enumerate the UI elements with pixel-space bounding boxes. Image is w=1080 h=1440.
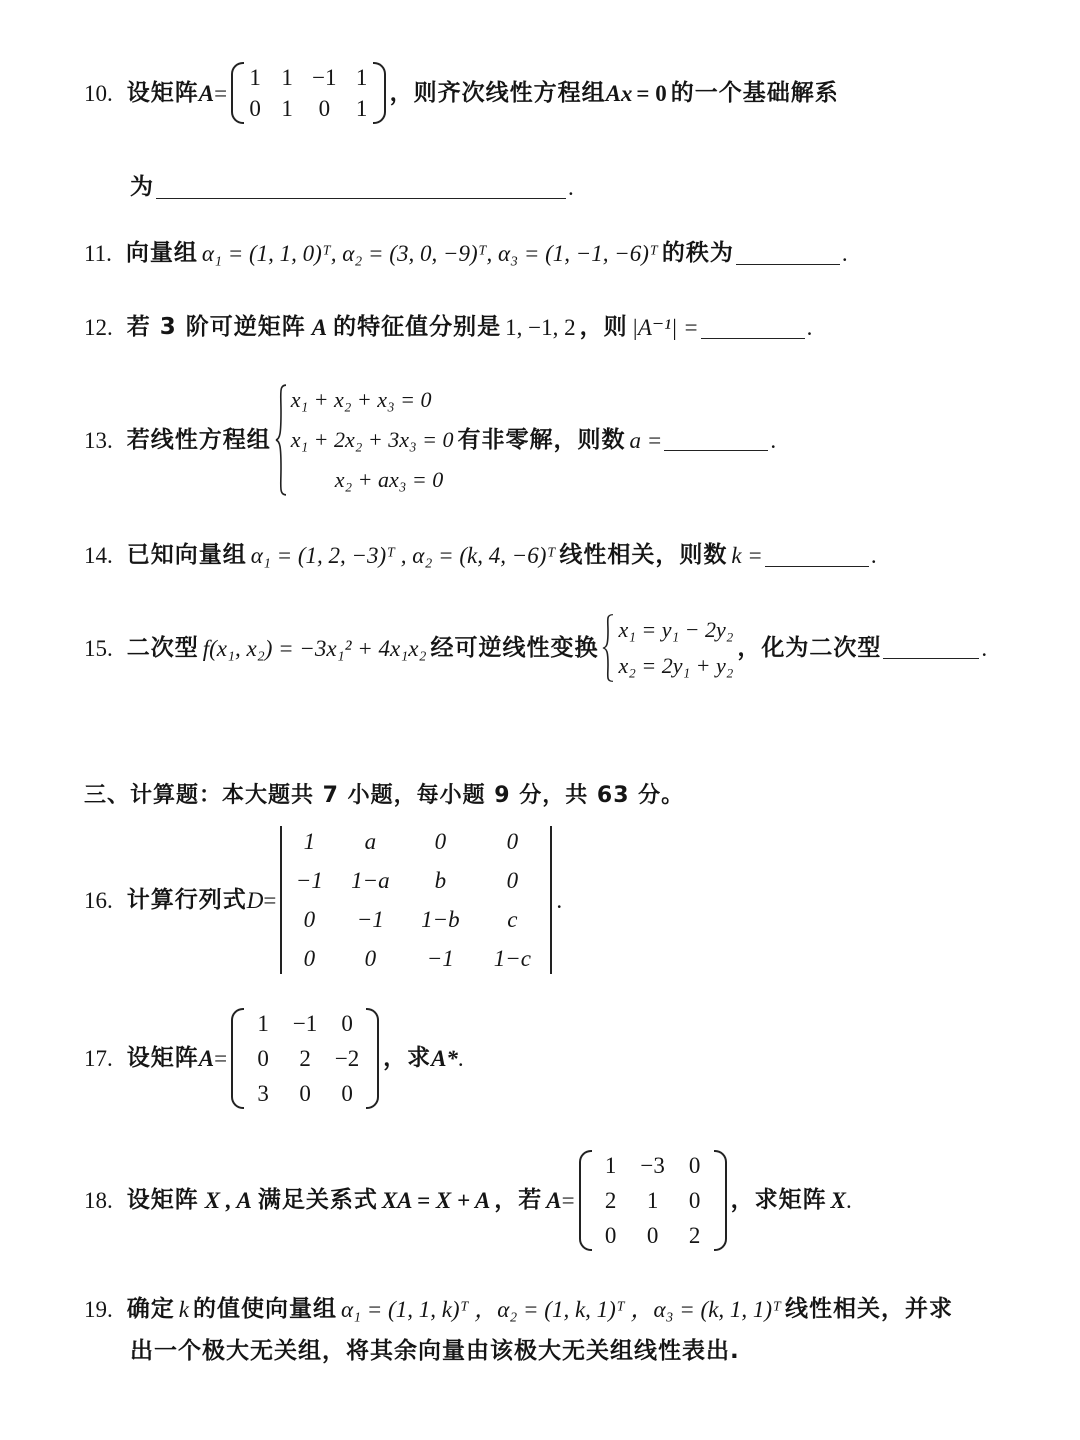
period: .: [841, 241, 848, 266]
period: .: [457, 1046, 464, 1071]
left-brace-icon: [275, 384, 287, 496]
period: .: [568, 175, 574, 200]
question-text: ，则: [579, 314, 628, 340]
question-18: [84, 1150, 852, 1251]
eigenvalues: 1, −1, 2: [505, 315, 576, 340]
equals-sign: =: [214, 1046, 228, 1071]
question-number: 17.: [84, 1046, 113, 1071]
matrix-cell: 1−c: [493, 946, 531, 971]
equation-line: x₁ + x₂ + x₃ = 0: [290, 387, 432, 412]
right-paren: [366, 1008, 379, 1109]
period: .: [981, 635, 988, 661]
question-text: 经可逆线性变换: [430, 634, 599, 661]
question-text: 确定: [126, 1296, 175, 1322]
matrix-A: [231, 1008, 379, 1109]
equation: Ax: [605, 80, 633, 106]
question-text: 设矩阵: [126, 1187, 199, 1213]
question-number: 13.: [84, 427, 113, 453]
right-paren: [373, 62, 386, 124]
question-text: 的秩为: [661, 240, 734, 266]
question-text: ，求矩阵: [730, 1187, 827, 1213]
matrix-cell: 0: [303, 907, 316, 932]
matrix-cell: −1: [292, 1011, 318, 1036]
question-10-line2: [130, 176, 574, 199]
equation-system: [275, 384, 454, 496]
matrix-cell: −3: [640, 1153, 665, 1178]
matrix-cell: 1: [646, 1188, 659, 1213]
matrix-cell: −1: [426, 946, 454, 971]
question-text: 设矩阵: [126, 79, 199, 106]
question-text: ，化为二次型: [737, 634, 882, 661]
matrix-cell: 1−b: [421, 907, 460, 932]
matrix-cell: c: [507, 907, 518, 932]
equals-sign: =: [561, 1188, 575, 1213]
question-text: 有非零解，则数: [457, 426, 626, 453]
matrix-cell: −1: [295, 868, 323, 893]
question-10: [84, 62, 839, 124]
matrix-cell: 2: [604, 1188, 617, 1213]
period: .: [845, 1188, 852, 1213]
matrix-cell: 0: [299, 1081, 311, 1106]
question-text: 二次型: [126, 634, 199, 661]
question-text: 若线性方程组: [126, 426, 271, 453]
relation: XA = X + A: [381, 1188, 491, 1213]
matrix-cell: 3: [257, 1081, 269, 1106]
matrix-cell: 1: [355, 65, 368, 90]
matrix-cell: 2: [299, 1046, 311, 1071]
question-text: 满足关系式: [257, 1187, 378, 1213]
question-number: 10.: [84, 80, 113, 106]
matrix-cell: 1−a: [351, 868, 390, 893]
question-number: 18.: [84, 1188, 113, 1213]
left-brace-icon: [602, 614, 614, 682]
section-heading: 三、计算题：本大题共 7 小题，每小题 9 分，共 63 分。: [84, 783, 685, 808]
answer-blank[interactable]: [736, 263, 840, 265]
question-text: ，则齐次线性方程组: [389, 79, 606, 106]
question-text: 的一个基础解系: [670, 79, 839, 106]
matrix-cell: 0: [506, 829, 519, 854]
left-bar: [280, 826, 282, 974]
question-17: [84, 1008, 464, 1109]
equals-sign: =: [263, 887, 277, 913]
question-number: 15.: [84, 635, 113, 661]
question-text: 计算行列式: [126, 886, 247, 913]
matrix-cell: −2: [334, 1046, 360, 1071]
left-paren: [231, 62, 244, 124]
question-text: 线性相关，则数: [559, 542, 728, 568]
matrix-cell: 1: [281, 65, 293, 90]
question-19: [84, 1298, 953, 1321]
matrix-cell: 0: [688, 1153, 701, 1178]
question-text: 已知向量组: [126, 542, 247, 568]
variable: k =: [731, 543, 763, 568]
question-13: [84, 384, 776, 496]
question-12: [84, 316, 812, 339]
matrix-cell: 1: [257, 1011, 269, 1036]
question-text: 线性相关，并求: [784, 1296, 953, 1322]
right-bar: [550, 826, 552, 974]
question-14: [84, 544, 877, 567]
question-11: [84, 242, 848, 265]
matrix-cell: −1: [312, 65, 337, 90]
quadratic-form: f(x₁, x₂) = −3x₁² + 4x₁x₂: [202, 635, 427, 661]
variable: a =: [629, 427, 663, 453]
period: .: [556, 887, 563, 913]
matrix-variables: X , A: [204, 1188, 252, 1213]
matrix-cell: 0: [318, 96, 331, 121]
matrix-A: [579, 1150, 727, 1251]
left-paren: [579, 1150, 592, 1251]
linear-transform-system: [602, 614, 733, 682]
period: .: [806, 315, 813, 340]
answer-blank[interactable]: [664, 449, 768, 451]
period: .: [770, 427, 777, 453]
adjugate: A*: [431, 1046, 458, 1071]
question-text: 的值使向量组: [192, 1296, 337, 1322]
matrix-cell: 2: [688, 1223, 701, 1248]
matrix-cell: 1: [355, 96, 368, 121]
matrix-name: A: [198, 1046, 215, 1071]
variable: k: [178, 1297, 189, 1322]
equation-line: x₁ = y₁ − 2y₂: [618, 617, 734, 642]
left-paren: [231, 1008, 244, 1109]
matrix-A: [231, 62, 385, 124]
question-text: 设矩阵: [126, 1045, 199, 1071]
matrix-cell: 0: [688, 1188, 701, 1213]
matrix-name: A: [546, 1188, 562, 1213]
answer-blank[interactable]: [156, 197, 566, 199]
equation-line: x₂ = 2y₁ + y₂: [618, 653, 734, 679]
question-text: ，求: [383, 1045, 432, 1071]
matrix-name: A: [311, 315, 328, 340]
question-number: 14.: [84, 543, 113, 568]
question-16: [84, 826, 562, 974]
matrix-cell: 0: [303, 946, 316, 971]
matrix-cell: 0: [341, 1011, 353, 1036]
vector-expression: α₁ = (1, 1, k)ᵀ ，α₂ = (1, k, 1)ᵀ ，α₃ = (k, 1, 1)ᵀ: [340, 1297, 781, 1322]
vector-expression: α₁ = (1, 1, 0)ᵀ, α₂ = (3, 0, −9)ᵀ, α₃ = (1, −1, −6)ᵀ: [201, 241, 658, 266]
matrix-cell: b: [434, 868, 447, 893]
answer-blank[interactable]: [765, 565, 869, 567]
matrix-cell: 1: [303, 829, 316, 854]
matrix-name: A: [198, 80, 215, 106]
matrix-cell: 0: [364, 946, 377, 971]
matrix-cell: 1: [249, 65, 261, 90]
question-number: 12.: [84, 315, 113, 340]
matrix-cell: −1: [356, 907, 384, 932]
period: .: [870, 543, 877, 568]
equation-rhs: = 0: [636, 80, 667, 106]
matrix-cell: 0: [646, 1223, 659, 1248]
vector-expression: α₁ = (1, 2, −3)ᵀ , α₂ = (k, 4, −6)ᵀ: [250, 543, 556, 568]
question-text: 为: [130, 174, 154, 200]
matrix-name: X: [830, 1188, 846, 1213]
question-number: 11.: [84, 241, 112, 266]
matrix-cell: 0: [249, 96, 261, 121]
question-15: [84, 614, 987, 682]
question-number: 16.: [84, 887, 113, 913]
equals-sign: =: [214, 80, 228, 106]
question-text: 若 3 阶可逆矩阵: [126, 314, 306, 340]
answer-blank[interactable]: [883, 657, 979, 659]
determinant-D: [280, 826, 552, 974]
inverse-determinant: |A⁻¹| =: [631, 315, 699, 340]
equation-line: x₂ + ax₃ = 0: [334, 467, 444, 493]
matrix-cell: 0: [257, 1046, 269, 1071]
answer-blank[interactable]: [701, 337, 805, 339]
determinant-name: D: [246, 887, 264, 913]
question-text: 向量组: [125, 240, 198, 266]
matrix-cell: 0: [506, 868, 519, 893]
matrix-cell: 0: [434, 829, 447, 854]
question-number: 19.: [84, 1297, 113, 1322]
matrix-cell: 1: [281, 96, 293, 121]
question-text: ，若: [494, 1187, 543, 1213]
matrix-cell: 0: [604, 1223, 617, 1248]
right-paren: [714, 1150, 727, 1251]
question-19-line2: 出一个极大无关组，将其余向量由该极大无关组线性表出.: [130, 1338, 740, 1364]
matrix-cell: 1: [604, 1153, 617, 1178]
equation-line: x₁ + 2x₂ + 3x₃ = 0: [290, 427, 454, 453]
matrix-cell: a: [364, 829, 377, 854]
question-text: 的特征值分别是: [333, 314, 502, 340]
matrix-cell: 0: [341, 1081, 353, 1106]
